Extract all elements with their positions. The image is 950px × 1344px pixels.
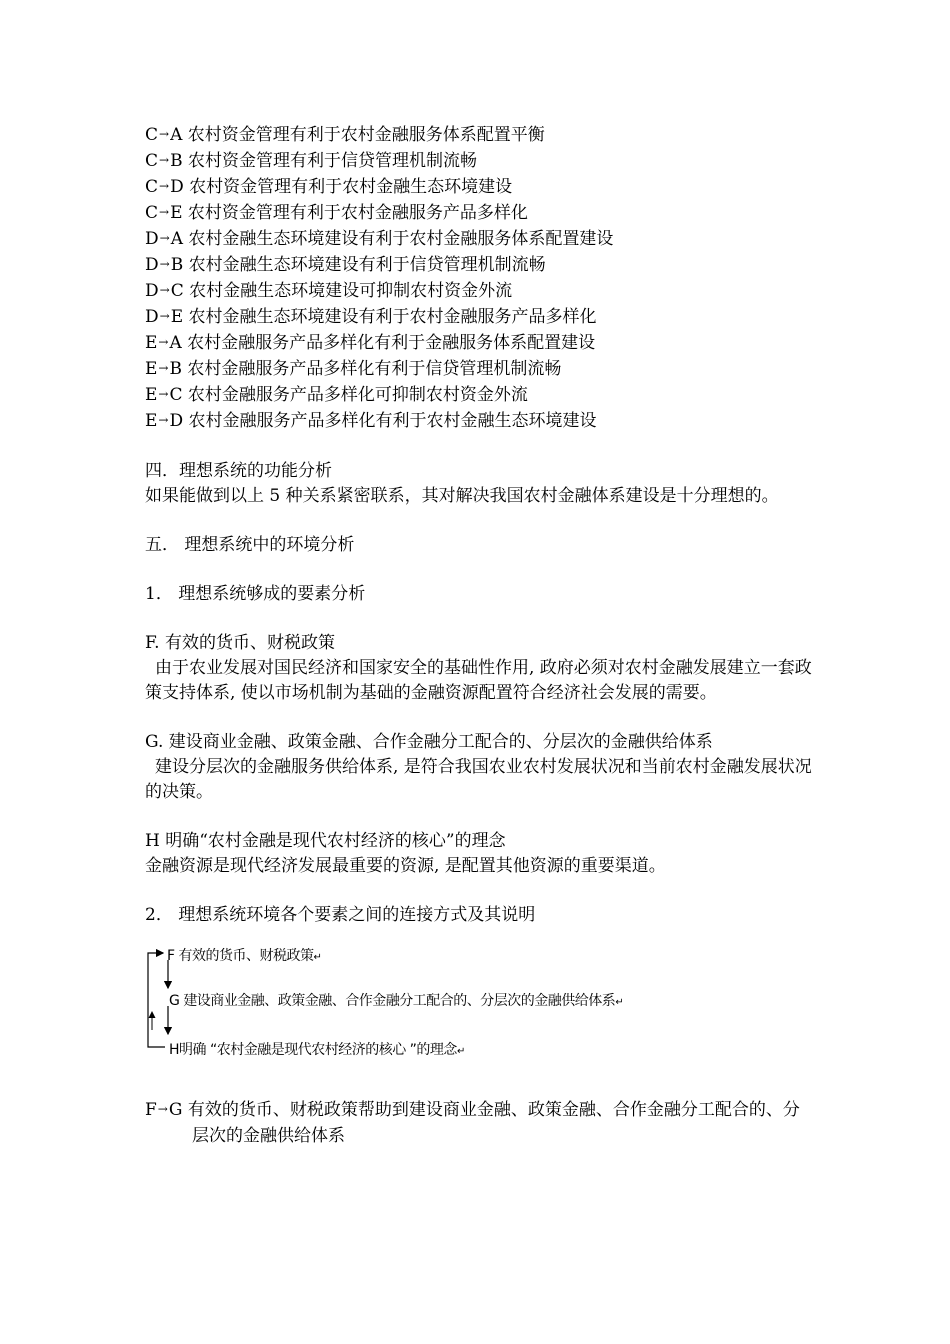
section5-heading: 五． 理想系统中的环境分析 (145, 535, 355, 555)
factor-f-title: F. 有效的货币、财税政策 (145, 633, 335, 653)
document-content (145, 123, 815, 1149)
relation-line: C→D 农村资金管理有利于农村金融生态环境建设 (145, 177, 513, 197)
relation-line: C→B 农村资金管理有利于信贷管理机制流畅 (145, 151, 477, 171)
relation-line: E→C 农村金融服务产品多样化可抑制农村资金外流 (145, 385, 528, 405)
relation-line: D→C 农村金融生态环境建设可抑制农村资金外流 (145, 281, 513, 301)
relation-line: D→B 农村金融生态环境建设有利于信贷管理机制流畅 (145, 255, 546, 275)
relation-line: E→B 农村金融服务产品多样化有利于信贷管理机制流畅 (145, 359, 562, 379)
final-relation: F→G 有效的货币、财税政策帮助到建设商业金融、政策金融、合作金融分工配合的、分层次的金融供给体系 (145, 1100, 800, 1146)
relation-line: D→A 农村金融生态环境建设有利于农村金融服务体系配置建设 (145, 229, 614, 249)
connection-diagram (145, 934, 624, 1074)
loop-arrow-h-to-f (148, 953, 165, 1047)
factor-h-body: 金融资源是现代经济发展最重要的资源, 是配置其他资源的重要渠道。 (145, 856, 666, 876)
relation-line: E→A 农村金融服务产品多样化有利于金融服务体系配置建设 (145, 333, 596, 353)
section4-heading: 四．理想系统的功能分析 (145, 461, 332, 481)
relation-line: E→D 农村金融服务产品多样化有利于农村金融生态环境建设 (145, 411, 597, 431)
relations-list (145, 123, 815, 435)
sub2-heading: 2． 理想系统环境各个要素之间的连接方式及其说明 (145, 905, 536, 925)
section4-body: 如果能做到以上 5 种关系紧密联系，其对解决我国农村金融体系建设是十分理想的。 (145, 486, 779, 506)
factor-f-body: 由于农业发展对国民经济和国家安全的基础性作用, 政府必须对农村金融发展建立一套政策支持体系, 使以市场机制为基础的金融资源配置符合经济社会发展的需要。 (145, 658, 812, 703)
sub1-heading: 1． 理想系统够成的要素分析 (145, 584, 366, 604)
diagram-node-g: G 建设商业金融、政策金融、合作金融分工配合的、分层次的金融供给体系↵ (169, 993, 624, 1009)
factor-h-title: H 明确“农村金融是现代农村经济的核心”的理念 (145, 831, 506, 851)
diagram-node-f: F 有效的货币、财税政策↵ (167, 948, 322, 964)
relation-line: C→E 农村资金管理有利于农村金融服务产品多样化 (145, 203, 528, 223)
factor-g-title: G. 建设商业金融、政策金融、合作金融分工配合的、分层次的金融供给体系 (145, 732, 713, 752)
factor-g-body: 建设分层次的金融服务供给体系, 是符合我国农业农村发展状况和当前农村金融发展状况的决策。 (145, 757, 812, 802)
diagram-node-h: H明确 “农村金融是现代农村经济的核心 ”的理念↵ (169, 1042, 465, 1058)
relation-line: D→E 农村金融生态环境建设有利于农村金融服务产品多样化 (145, 307, 597, 327)
relation-line: C→A 农村资金管理有利于农村金融服务体系配置平衡 (145, 125, 545, 145)
